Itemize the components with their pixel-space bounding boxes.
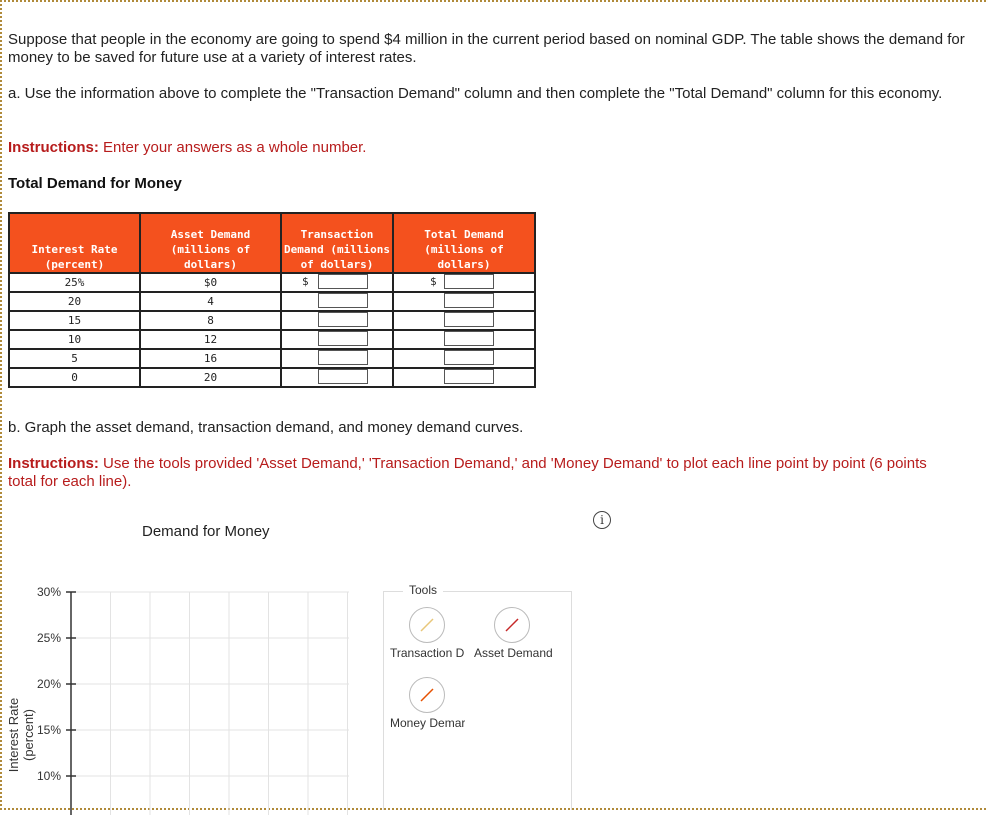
transaction-demand-input[interactable] (318, 274, 368, 289)
total-demand-cell (393, 349, 535, 368)
interest-rate-cell: 10 (9, 330, 140, 349)
instructions-a-text: Enter your answers as a whole number. (98, 139, 367, 156)
interest-rate-cell: 0 (9, 368, 140, 387)
total-demand-input[interactable] (444, 350, 494, 365)
transaction-demand-cell (281, 292, 393, 311)
table-row (9, 349, 535, 368)
total-demand-cell (393, 311, 535, 330)
asset-demand-cell: 4 (140, 292, 281, 311)
total-demand-input[interactable] (444, 293, 494, 308)
header-asset-demand: Asset Demand (millions of dollars) (140, 213, 281, 273)
asset-demand-cell: 16 (140, 349, 281, 368)
instructions-b-label: Instructions: (8, 455, 99, 472)
tool-label: Transaction D (390, 646, 465, 660)
tool-label: Asset Demand (474, 646, 553, 660)
transaction-demand-cell (281, 368, 393, 387)
asset-demand-cell: 12 (140, 330, 281, 349)
table-row (9, 273, 535, 292)
part-a-prompt: a. Use the information above to complete the "Transaction Demand" column and then complete the "Total Demand" column for this economy. (8, 85, 943, 102)
graph-plot-area[interactable] (60, 585, 360, 815)
table-row (9, 311, 535, 330)
y-tick-label: 15% (37, 723, 62, 737)
interest-rate-cell: 20 (9, 292, 140, 311)
transaction-demand-input[interactable] (318, 350, 368, 365)
transaction-demand-input[interactable] (318, 331, 368, 346)
line-tool-icon (410, 608, 444, 642)
total-demand-input[interactable] (444, 274, 494, 289)
transaction-demand-cell (281, 349, 393, 368)
total-demand-input[interactable] (444, 369, 494, 384)
header-interest-rate: Interest Rate (percent) (9, 213, 140, 273)
y-tick-label: 30% (37, 585, 62, 599)
transaction-demand-input[interactable] (318, 293, 368, 308)
line-tool-icon (410, 678, 444, 712)
table-row (9, 330, 535, 349)
y-tick-label: 20% (37, 677, 62, 691)
y-tick-label: 10% (37, 769, 62, 783)
transaction-demand-cell (281, 311, 393, 330)
instructions-b-text: Use the tools provided 'Asset Demand,' 'Transaction Demand,' and 'Money Demand' to plot each line point by point (6 points total for each line). (8, 455, 927, 490)
transaction-demand-cell (281, 330, 393, 349)
transaction-demand-input[interactable] (318, 369, 368, 384)
instructions-a-label: Instructions: (8, 139, 99, 156)
dollar-sign: $ (302, 275, 309, 288)
transaction-demand-cell (281, 273, 393, 292)
graph-title: Demand for Money (142, 523, 270, 540)
interest-rate-cell: 15 (9, 311, 140, 330)
total-demand-input[interactable] (444, 331, 494, 346)
tool-button[interactable] (409, 677, 445, 713)
header-total-demand: Total Demand (millions of dollars) (393, 213, 535, 273)
header-transaction-demand: Transaction Demand (millions of dollars) (281, 213, 393, 273)
transaction-demand-input[interactable] (318, 312, 368, 327)
total-demand-cell (393, 330, 535, 349)
info-icon[interactable]: i (593, 511, 611, 529)
instructions-b (8, 455, 948, 491)
total-demand-input[interactable] (444, 312, 494, 327)
instructions-a (8, 139, 366, 157)
line-tool-icon (495, 608, 529, 642)
interest-rate-cell: 25% (9, 273, 140, 292)
tool-label: Money Demar (390, 716, 466, 730)
tools-label: Tools (403, 583, 443, 597)
asset-demand-cell: 20 (140, 368, 281, 387)
total-demand-cell (393, 292, 535, 311)
tool-button[interactable] (409, 607, 445, 643)
tool-button[interactable] (494, 607, 530, 643)
interest-rate-cell: 5 (9, 349, 140, 368)
table-row (9, 292, 535, 311)
total-demand-cell (393, 273, 535, 292)
total-demand-cell (393, 368, 535, 387)
asset-demand-cell: $0 (140, 273, 281, 292)
money-demand-table (8, 212, 536, 388)
part-b-prompt: b. Graph the asset demand, transaction demand, and money demand curves. (8, 419, 524, 436)
table-caption: Total Demand for Money (8, 175, 182, 192)
y-tick-label: 25% (37, 631, 62, 645)
dollar-sign: $ (430, 275, 437, 288)
table-row (9, 368, 535, 387)
y-axis-label: Interest Rate (percent) (6, 697, 36, 773)
question-intro: Suppose that people in the economy are going to spend $4 million in the current period based on nominal GDP. The table shows the demand for money to be saved for future use at a variety of interest rates. (8, 31, 965, 66)
asset-demand-cell: 8 (140, 311, 281, 330)
